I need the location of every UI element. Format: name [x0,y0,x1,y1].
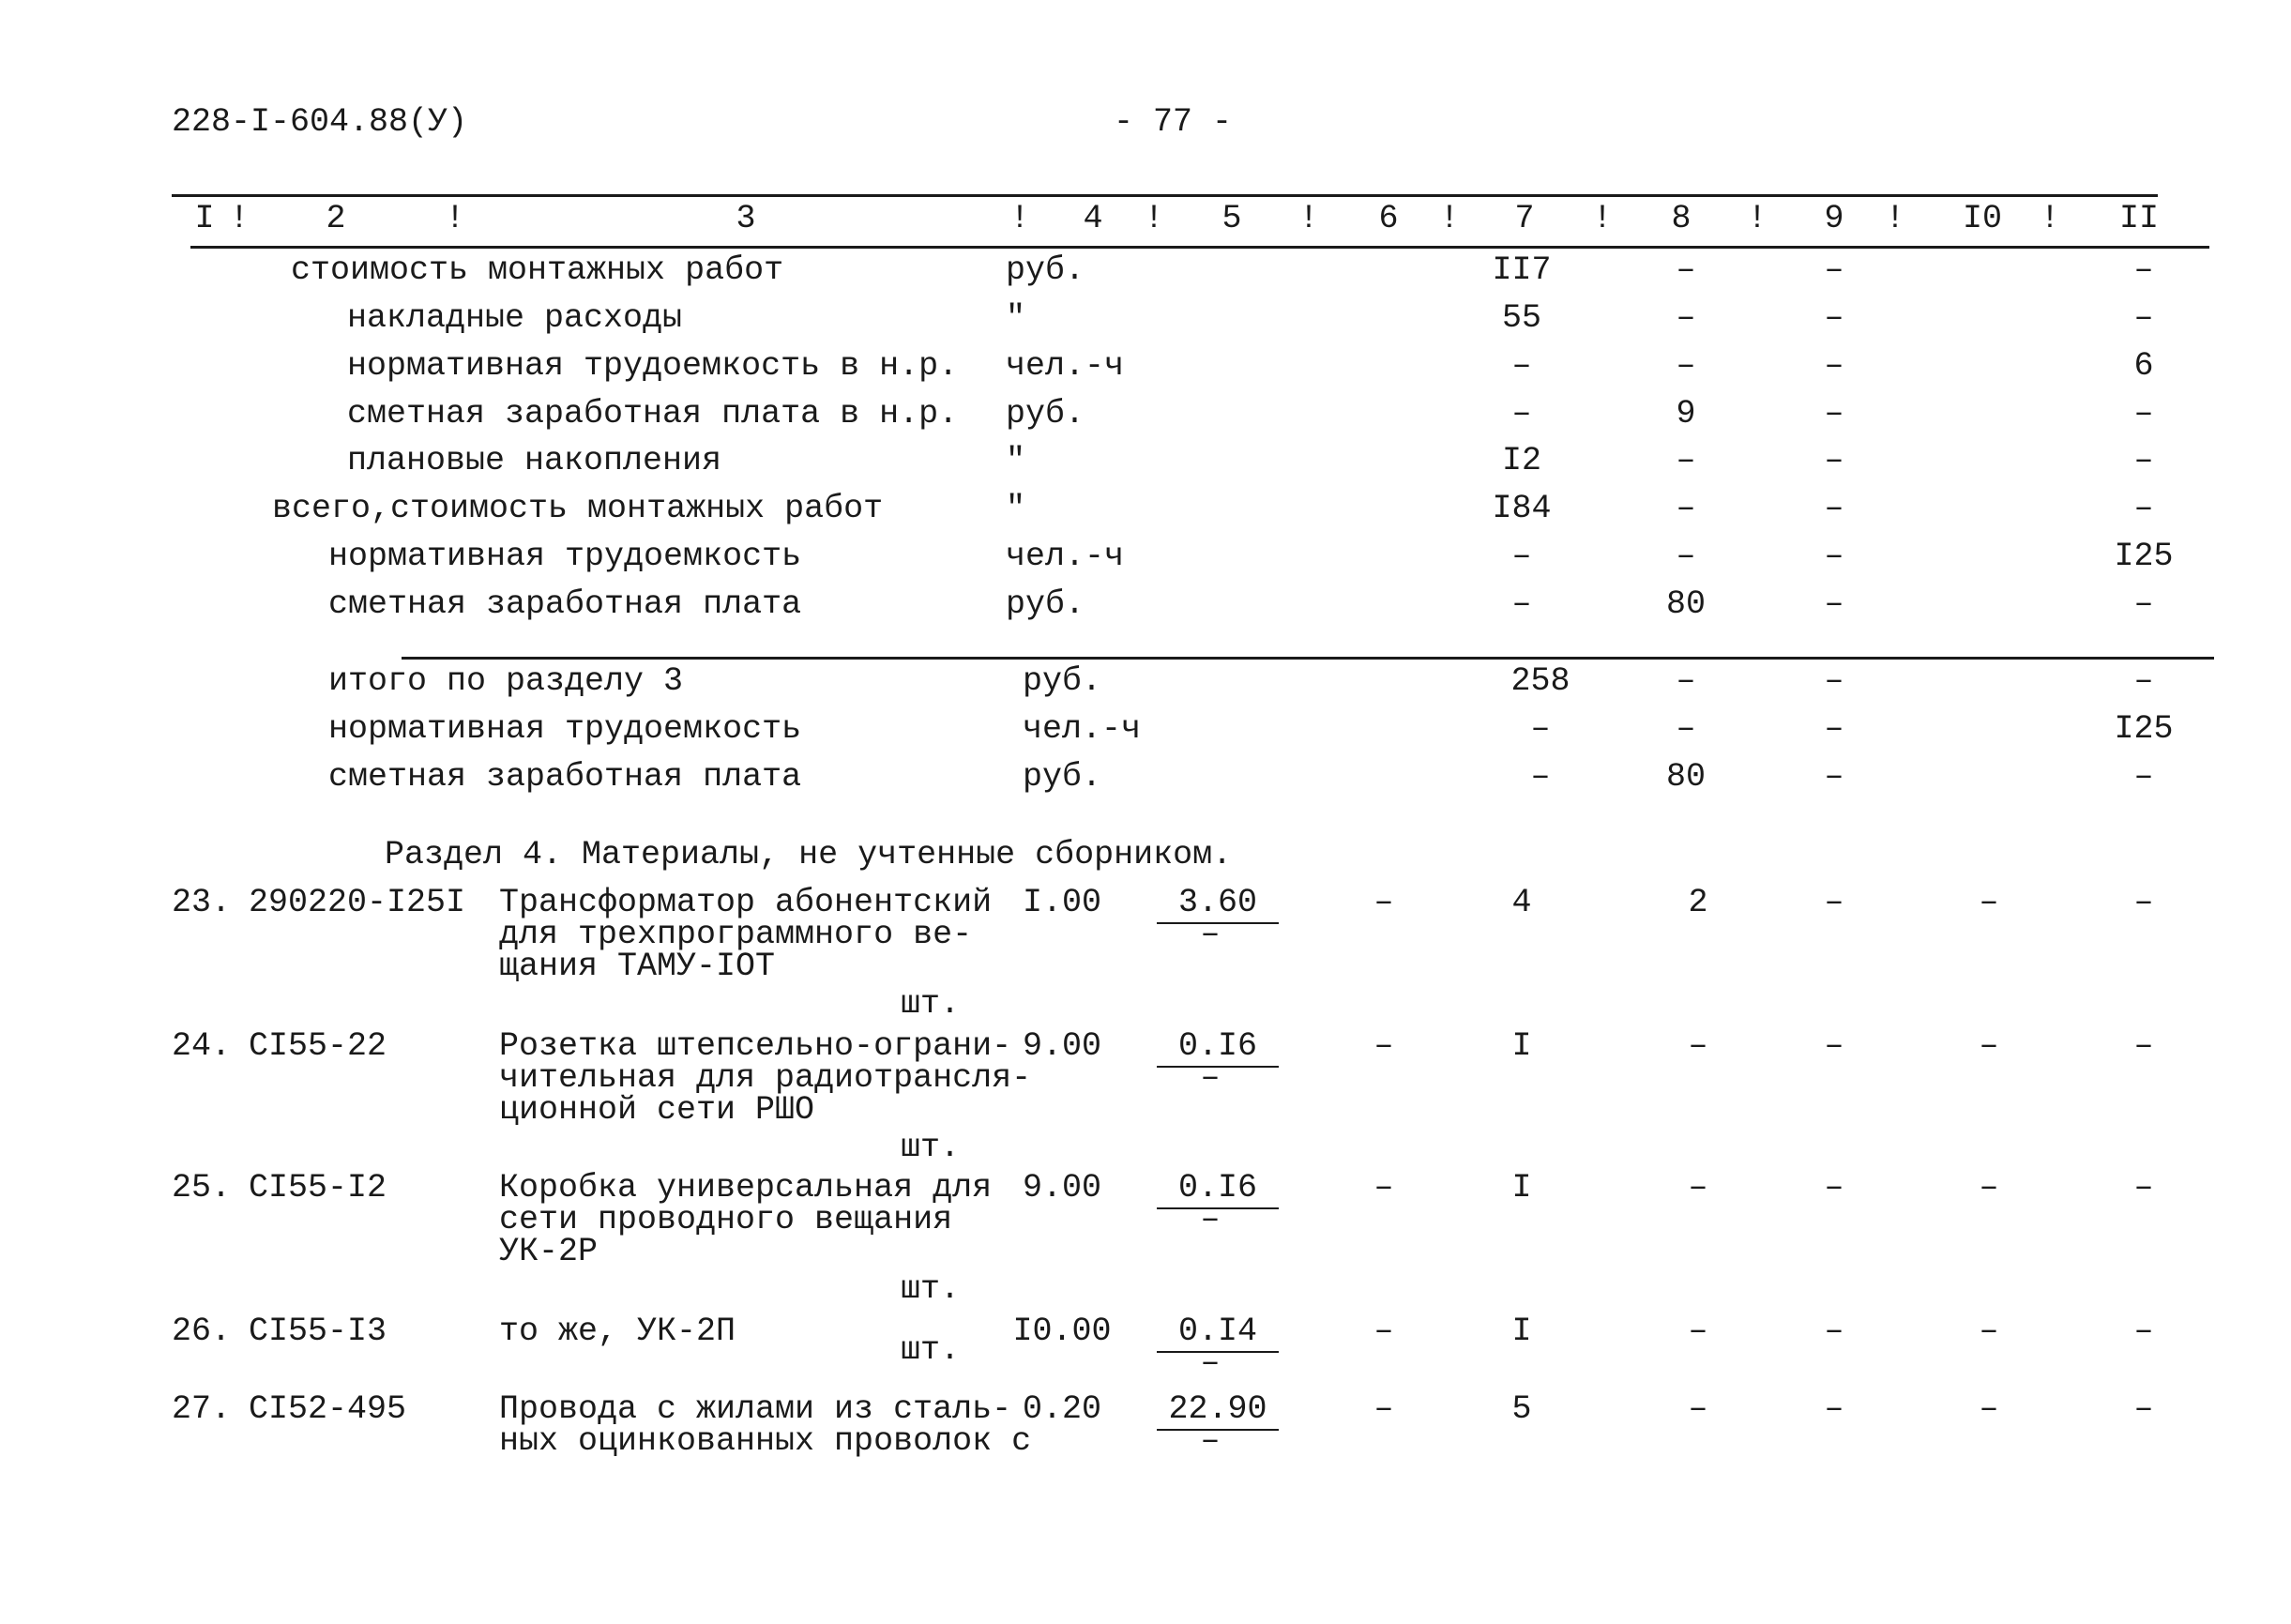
value-col9: – [1824,585,1844,623]
value-col7: I [1511,1169,1532,1207]
item-code: СI52-495 [249,1390,407,1428]
value-col7: I2 [1501,442,1542,479]
value-col9: – [1824,1169,1844,1207]
value-col11: I25 [2114,538,2174,575]
item-price-sub: – [1200,1201,1221,1238]
value-col6: – [1373,884,1394,921]
column-header: 9 [1824,200,1844,237]
row-label: сметная заработная плата в н.р. [347,395,959,433]
value-col11: – [2133,884,2154,921]
unit: руб. [1023,758,1102,796]
item-unit: шт. [901,1270,961,1308]
item-code: СI55-I2 [249,1169,387,1207]
value-col9: – [1824,251,1844,289]
item-description: то же, УК-2П [499,1313,736,1350]
column-separator: ! [1009,200,1030,237]
value-col9: – [1824,490,1844,527]
value-col9: – [1824,1390,1844,1428]
value-col8: – [1676,347,1696,385]
value-col8: – [1688,1313,1708,1350]
value-col8: 9 [1676,395,1696,433]
item-description: УК-2Р [499,1233,599,1270]
value-col9: – [1824,442,1844,479]
item-description: сети проводного вещания [499,1201,953,1238]
row-label: стоимость монтажных работ [291,251,784,289]
value-col9: – [1824,299,1844,337]
column-header: 8 [1671,200,1692,237]
column-header: 2 [326,200,346,237]
column-header: 3 [736,200,756,237]
column-separator: ! [1592,200,1613,237]
item-price: 3.60 [1177,884,1258,921]
unit: руб. [1006,251,1085,289]
item-number: 23. [172,884,232,921]
column-separator: ! [1144,200,1164,237]
value-col7: I [1511,1313,1532,1350]
value-col9: – [1824,710,1844,748]
unit: руб. [1023,662,1102,700]
value-col9: – [1824,1313,1844,1350]
value-col9: – [1824,884,1844,921]
item-unit: шт. [901,1129,961,1166]
value-col11: – [2133,395,2154,433]
value-col10: – [1979,1027,1999,1065]
value-col8: – [1688,1169,1708,1207]
item-quantity: 9.00 [1022,1169,1102,1207]
column-header: 7 [1514,200,1535,237]
row-label: всего,стоимость монтажных работ [272,490,884,527]
value-col10: – [1979,1390,1999,1428]
item-description: Коробка универсальная для [499,1169,993,1207]
value-col8: – [1676,538,1696,575]
subtotal-rule [402,657,2214,660]
value-col7: – [1511,538,1532,575]
item-description: Розетка штепсельно-ограни- [499,1027,1012,1065]
value-col8: 2 [1688,884,1708,921]
item-number: 24. [172,1027,232,1065]
row-label: сметная заработная плата [328,585,802,623]
value-col11: – [2133,251,2154,289]
item-price-sub: – [1200,1059,1221,1097]
value-col6: – [1373,1313,1394,1350]
table-top-rule [172,194,2158,197]
value-col6: – [1373,1169,1394,1207]
value-col7: 4 [1511,884,1532,921]
value-col8: 80 [1665,758,1707,796]
column-separator: ! [2040,200,2060,237]
item-number: 25. [172,1169,232,1207]
value-col7: – [1511,395,1532,433]
value-col11: – [2133,758,2154,796]
item-description: Провода с жилами из сталь- [499,1390,1012,1428]
value-col11: 6 [2133,347,2154,385]
item-price: 0.I4 [1177,1313,1258,1350]
value-col7: 258 [1510,662,1570,700]
value-col7: II7 [1492,251,1552,289]
column-separator: ! [1747,200,1768,237]
row-label: накладные расходы [347,299,683,337]
value-col7: I [1511,1027,1532,1065]
column-separator: ! [445,200,465,237]
value-col7: – [1511,347,1532,385]
value-col7: – [1530,710,1551,748]
unit: чел.-ч [1023,710,1142,748]
value-col9: – [1824,347,1844,385]
item-number: 27. [172,1390,232,1428]
item-price-sub: – [1200,916,1221,953]
item-code: 290220-I25I [249,884,466,921]
value-col11: – [2133,299,2154,337]
value-col7: – [1511,585,1532,623]
value-col9: – [1824,662,1844,700]
item-quantity: I.00 [1022,884,1102,921]
value-col8: – [1676,299,1696,337]
value-col11: – [2133,585,2154,623]
item-description: ционной сети РШО [499,1091,815,1129]
item-description: Трансформатор абонентский [499,884,993,921]
value-col9: – [1824,395,1844,433]
value-col11: – [2133,662,2154,700]
column-header: 5 [1221,200,1242,237]
value-col7: – [1530,758,1551,796]
value-col11: – [2133,1390,2154,1428]
value-col9: – [1824,1027,1844,1065]
value-col9: – [1824,758,1844,796]
value-col10: – [1979,1169,1999,1207]
value-col11: I25 [2114,710,2174,748]
item-unit: шт. [901,1331,961,1369]
value-col10: – [1979,884,1999,921]
column-header: I0 [1962,200,2003,237]
column-header: 4 [1083,200,1103,237]
unit: чел.-ч [1006,538,1125,575]
value-col11: – [2133,1169,2154,1207]
item-description: для трехпрограммного ве- [499,916,973,953]
row-label: нормативная трудоемкость [328,538,802,575]
value-col8: – [1676,490,1696,527]
unit: руб. [1006,395,1085,433]
value-col8: – [1688,1390,1708,1428]
row-label: плановые накопления [347,442,722,479]
value-col8: – [1676,251,1696,289]
value-col7: 55 [1501,299,1542,337]
column-header: I [194,200,215,237]
item-unit: шт. [901,985,961,1023]
column-separator: ! [1885,200,1905,237]
row-label: нормативная трудоемкость [328,710,802,748]
item-quantity: I0.00 [1012,1313,1112,1350]
column-separator: ! [1439,200,1460,237]
item-number: 26. [172,1313,232,1350]
item-description: ных оцинкованных проволок с [499,1422,1032,1460]
item-price: 22.90 [1168,1390,1267,1428]
item-description: щания ТАМУ-IОТ [499,948,776,985]
value-col8: 80 [1665,585,1707,623]
value-col7: 5 [1511,1390,1532,1428]
item-quantity: 0.20 [1022,1390,1102,1428]
page-number: - 77 - [1113,103,1233,141]
value-col8: – [1688,1027,1708,1065]
value-col8: – [1676,662,1696,700]
item-description: чительная для радиотрансля- [499,1059,1032,1097]
column-separator: ! [229,200,250,237]
section-title: Раздел 4. Материалы, не учтенные сборником. [385,836,1233,873]
column-header: 6 [1378,200,1399,237]
value-col11: – [2133,442,2154,479]
item-price: 0.I6 [1177,1027,1258,1065]
item-quantity: 9.00 [1022,1027,1102,1065]
item-code: СI55-I3 [249,1313,387,1350]
item-code: СI55-22 [249,1027,387,1065]
value-col7: I84 [1492,490,1552,527]
value-col6: – [1373,1027,1394,1065]
value-col11: – [2133,1027,2154,1065]
column-separator: ! [1298,200,1319,237]
header-bottom-rule [190,246,2209,249]
row-label: сметная заработная плата [328,758,802,796]
unit: руб. [1006,585,1085,623]
value-col10: – [1979,1313,1999,1350]
unit: " [1006,490,1026,527]
item-price: 0.I6 [1177,1169,1258,1207]
value-col8: – [1676,442,1696,479]
value-col9: – [1824,538,1844,575]
value-col8: – [1676,710,1696,748]
doc-code: 228-I-604.88(У) [172,103,468,141]
item-price-sub: – [1200,1422,1221,1460]
row-label: нормативная трудоемкость в н.р. [347,347,959,385]
value-col11: – [2133,490,2154,527]
row-label: итого по разделу 3 [328,662,684,700]
item-price-sub: – [1200,1344,1221,1382]
value-col11: – [2133,1313,2154,1350]
unit: " [1006,299,1026,337]
value-col6: – [1373,1390,1394,1428]
unit: " [1006,442,1026,479]
unit: чел.-ч [1006,347,1125,385]
column-header: II [2118,200,2160,237]
